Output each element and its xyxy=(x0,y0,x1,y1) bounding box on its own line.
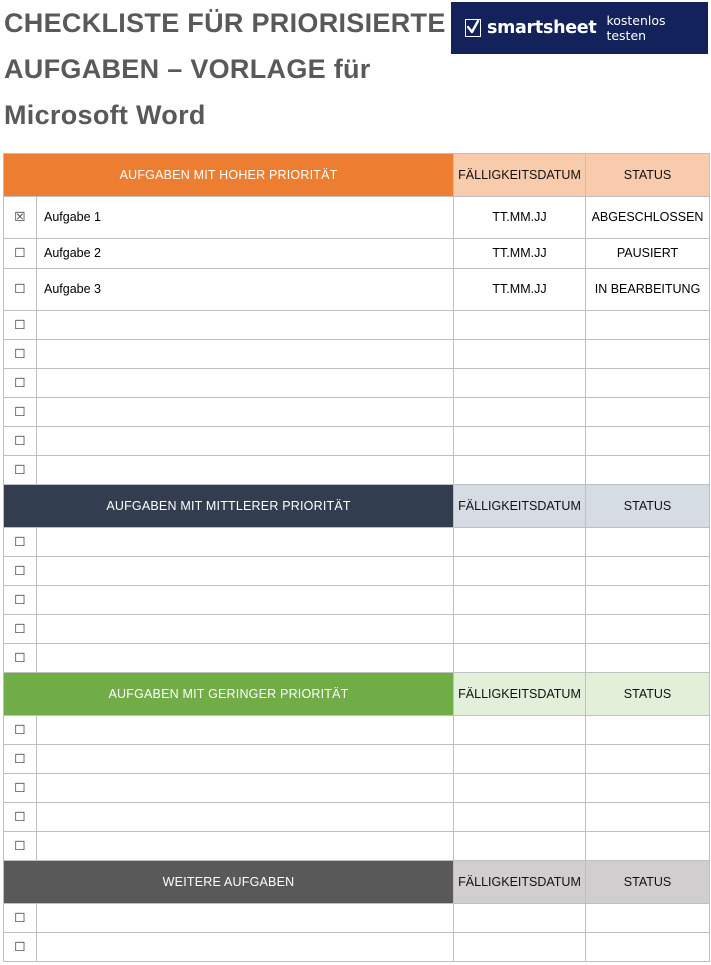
section-title-low: AUFGABEN MIT GERINGER PRIORITÄT xyxy=(4,673,454,716)
task-cell[interactable] xyxy=(37,311,454,340)
due-date-cell[interactable] xyxy=(454,340,586,369)
smartsheet-logo-icon xyxy=(465,19,481,37)
task-checkbox[interactable]: ☐ xyxy=(4,269,37,311)
status-cell[interactable] xyxy=(586,311,710,340)
status-cell[interactable] xyxy=(586,832,710,861)
smartsheet-trial-banner[interactable] xyxy=(451,2,708,54)
task-cell[interactable] xyxy=(37,398,454,427)
task-checkbox[interactable]: ☐ xyxy=(4,904,37,933)
table-row xyxy=(4,398,710,427)
task-checkbox[interactable]: ☐ xyxy=(4,745,37,774)
table-row xyxy=(4,832,710,861)
status-cell[interactable]: ABGESCHLOSSEN xyxy=(586,197,710,239)
task-cell[interactable] xyxy=(37,586,454,615)
task-checkbox[interactable]: ☐ xyxy=(4,398,37,427)
task-checkbox[interactable]: ☐ xyxy=(4,586,37,615)
status-cell[interactable] xyxy=(586,369,710,398)
due-date-cell[interactable] xyxy=(454,904,586,933)
task-cell[interactable] xyxy=(37,716,454,745)
status-cell[interactable] xyxy=(586,644,710,673)
section-header-low xyxy=(4,673,710,716)
table-row xyxy=(4,197,710,239)
task-cell[interactable]: Aufgabe 2 xyxy=(37,239,454,269)
due-date-cell[interactable]: TT.MM.JJ xyxy=(454,239,586,269)
due-date-cell[interactable] xyxy=(454,803,586,832)
table-row xyxy=(4,904,710,933)
task-checkbox[interactable]: ☐ xyxy=(4,456,37,485)
status-cell[interactable] xyxy=(586,904,710,933)
due-date-header: FÄLLIGKEITSDATUM xyxy=(454,861,586,904)
status-cell[interactable] xyxy=(586,586,710,615)
status-cell[interactable]: PAUSIERT xyxy=(586,239,710,269)
status-header: STATUS xyxy=(586,673,710,716)
status-header: STATUS xyxy=(586,485,710,528)
status-cell[interactable] xyxy=(586,557,710,586)
due-date-header: FÄLLIGKEITSDATUM xyxy=(454,673,586,716)
table-row xyxy=(4,369,710,398)
task-checkbox[interactable]: ☐ xyxy=(4,832,37,861)
task-cell[interactable] xyxy=(37,340,454,369)
table-row xyxy=(4,557,710,586)
status-cell[interactable] xyxy=(586,456,710,485)
table-row xyxy=(4,586,710,615)
task-checkbox[interactable]: ☐ xyxy=(4,716,37,745)
table-row xyxy=(4,311,710,340)
status-cell[interactable] xyxy=(586,933,710,962)
task-cell[interactable]: Aufgabe 3 xyxy=(37,269,454,311)
due-date-cell[interactable] xyxy=(454,369,586,398)
due-date-cell[interactable] xyxy=(454,933,586,962)
table-row xyxy=(4,774,710,803)
section-header-medium xyxy=(4,485,710,528)
table-row xyxy=(4,239,710,269)
due-date-cell[interactable] xyxy=(454,427,586,456)
due-date-cell[interactable] xyxy=(454,615,586,644)
status-header: STATUS xyxy=(586,861,710,904)
task-checkbox[interactable]: ☐ xyxy=(4,311,37,340)
page-title xyxy=(4,0,464,138)
due-date-cell[interactable] xyxy=(454,456,586,485)
due-date-cell[interactable] xyxy=(454,557,586,586)
table-row xyxy=(4,269,710,311)
table-row xyxy=(4,644,710,673)
table-row xyxy=(4,528,710,557)
task-cell[interactable] xyxy=(37,557,454,586)
status-cell[interactable] xyxy=(586,774,710,803)
status-cell[interactable] xyxy=(586,615,710,644)
due-date-cell[interactable] xyxy=(454,716,586,745)
due-date-cell[interactable] xyxy=(454,586,586,615)
title-line-3: Microsoft Word xyxy=(4,100,206,130)
task-checkbox[interactable]: ☐ xyxy=(4,644,37,673)
due-date-cell[interactable] xyxy=(454,832,586,861)
task-checkbox[interactable]: ☐ xyxy=(4,528,37,557)
task-checkbox[interactable]: ☐ xyxy=(4,369,37,398)
table-row xyxy=(4,745,710,774)
due-date-cell[interactable] xyxy=(454,398,586,427)
due-date-cell[interactable]: TT.MM.JJ xyxy=(454,197,586,239)
table-row xyxy=(4,615,710,644)
task-cell[interactable] xyxy=(37,933,454,962)
task-checkbox[interactable]: ☐ xyxy=(4,933,37,962)
due-date-cell[interactable] xyxy=(454,528,586,557)
banner-brand: smartsheet xyxy=(487,18,597,38)
status-cell[interactable] xyxy=(586,528,710,557)
status-header: STATUS xyxy=(586,154,710,197)
task-cell[interactable] xyxy=(37,615,454,644)
status-cell[interactable]: IN BEARBEITUNG xyxy=(586,269,710,311)
task-cell[interactable] xyxy=(37,427,454,456)
task-cell[interactable] xyxy=(37,528,454,557)
task-cell[interactable] xyxy=(37,832,454,861)
table-row xyxy=(4,803,710,832)
table-row xyxy=(4,933,710,962)
task-cell[interactable] xyxy=(37,369,454,398)
title-line-2: AUFGABEN – VORLAGE für xyxy=(4,54,371,84)
section-header-high xyxy=(4,154,710,197)
task-cell[interactable]: Aufgabe 1 xyxy=(37,197,454,239)
section-title-other: WEITERE AUFGABEN xyxy=(4,861,454,904)
table-row xyxy=(4,716,710,745)
due-date-cell[interactable]: TT.MM.JJ xyxy=(454,269,586,311)
due-date-cell[interactable] xyxy=(454,774,586,803)
table-row xyxy=(4,456,710,485)
due-date-cell[interactable] xyxy=(454,644,586,673)
status-cell[interactable] xyxy=(586,745,710,774)
due-date-cell[interactable] xyxy=(454,745,586,774)
task-cell[interactable] xyxy=(37,904,454,933)
table-row xyxy=(4,427,710,456)
task-checkbox[interactable]: ☐ xyxy=(4,340,37,369)
title-line-1: CHECKLISTE FÜR PRIORISIERTE xyxy=(4,8,446,38)
table-row xyxy=(4,340,710,369)
task-checkbox[interactable]: ☐ xyxy=(4,803,37,832)
banner-cta: kostenlos testen xyxy=(606,13,666,43)
task-checkbox[interactable]: ☐ xyxy=(4,557,37,586)
task-cell[interactable] xyxy=(37,456,454,485)
task-cell[interactable] xyxy=(37,745,454,774)
due-date-header: FÄLLIGKEITSDATUM xyxy=(454,154,586,197)
status-cell[interactable] xyxy=(586,803,710,832)
task-checkbox[interactable]: ☐ xyxy=(4,427,37,456)
task-cell[interactable] xyxy=(37,774,454,803)
task-checkbox[interactable]: ☐ xyxy=(4,774,37,803)
section-title-medium: AUFGABEN MIT MITTLERER PRIORITÄT xyxy=(4,485,454,528)
status-cell[interactable] xyxy=(586,398,710,427)
task-cell[interactable] xyxy=(37,644,454,673)
task-checkbox[interactable]: ☐ xyxy=(4,239,37,269)
status-cell[interactable] xyxy=(586,427,710,456)
status-cell[interactable] xyxy=(586,716,710,745)
task-cell[interactable] xyxy=(37,803,454,832)
section-header-other xyxy=(4,861,710,904)
priority-checklist-table xyxy=(3,153,710,962)
section-title-high: AUFGABEN MIT HOHER PRIORITÄT xyxy=(4,154,454,197)
due-date-cell[interactable] xyxy=(454,311,586,340)
task-checkbox[interactable]: ☐ xyxy=(4,615,37,644)
task-checkbox[interactable]: ☒ xyxy=(4,197,37,239)
due-date-header: FÄLLIGKEITSDATUM xyxy=(454,485,586,528)
status-cell[interactable] xyxy=(586,340,710,369)
